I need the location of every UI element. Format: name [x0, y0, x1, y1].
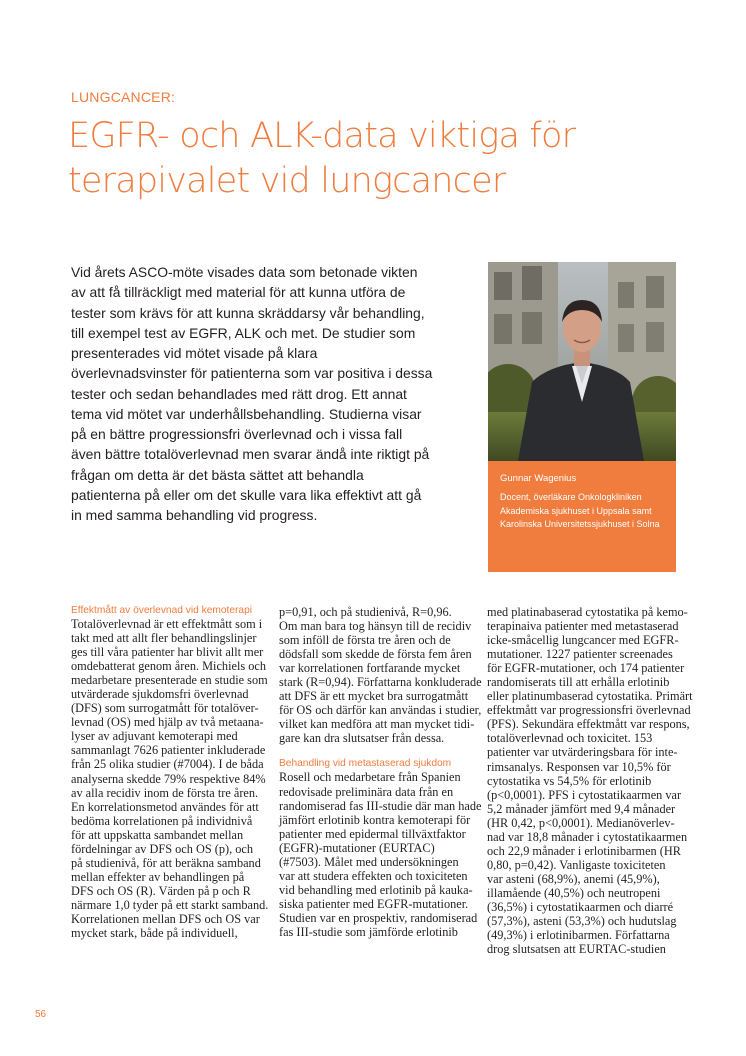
article-title: EGFR- och ALK-data viktiga för terapivalet vid lungcancer: [68, 116, 576, 201]
portrait-caption: [488, 461, 676, 572]
text-line: dödsfall som skedde de första fem åren: [279, 647, 472, 662]
text-line: (36,5%) i cytostatikaarmen och diarré: [487, 899, 674, 914]
text-line: eller platinumbaserad cytostatika. Primärt: [487, 689, 693, 704]
text-line: utvärderade sjukdomsfri överlevnad: [71, 687, 249, 702]
text-line: terapinaiva patienter med metastaserad: [487, 619, 679, 634]
text-line: (p<0,0001). PFS i cytostatikaarmen var: [487, 787, 682, 802]
text-line: Totalöverlevnad är ett effektmått som i: [71, 617, 263, 631]
text-line: var att studera effekten och toxiciteten: [279, 868, 468, 883]
text-line: mutationer. 1227 patienter screenades: [487, 647, 673, 662]
text-line: mycket stark, både på individuell,: [71, 926, 238, 941]
article-column-1: [71, 605, 269, 941]
text-line: randomiserad fas III-studie där man hade: [279, 798, 482, 813]
section-body: [279, 770, 482, 939]
text-line: var korrelationen fortfarande mycket: [279, 661, 461, 676]
text-line: analyserna skedde 79% respektive 84%: [71, 771, 266, 786]
text-line: randomiserats till att erhålla erlotinib: [487, 675, 670, 690]
text-line: och 22,9 månader i erlotinibarmen (HR: [487, 843, 681, 858]
article-column-3: [487, 605, 693, 957]
text-line: var asteni (68,9%), anemi (45,9%),: [487, 871, 660, 886]
text-line: att DFS är ett mycket bra surrogatmått: [279, 689, 469, 704]
section-heading: Effektmått av överlevnad vid kemoterapi: [71, 605, 253, 616]
text-line: (49,3%) i erlotinibarmen. Författarna: [487, 928, 670, 943]
text-line: (HR 0,42, p<0,0001). Medianöverlev-: [487, 815, 675, 830]
text-line: 5,2 månader jämfört med 9,4 månader: [487, 801, 676, 816]
text-line: jämfört erlotinib kontra kemoterapi för: [279, 812, 471, 827]
text-line: på studienivå, för att beräkna samband: [71, 855, 261, 870]
text-line: p=0,91, och på studienivå, R=0,96.: [279, 605, 452, 619]
text-line: Rosell och medarbetare från Spanien: [279, 770, 461, 785]
text-line: sammanlagt 7626 patienter inkluderade: [71, 743, 266, 758]
page-number: 56: [35, 1009, 47, 1020]
text-line: redovisade preliminära data från en: [279, 784, 454, 799]
text-line: ges till våra patienter har blivit allt mer: [71, 645, 264, 660]
text-line: fas III-studie som jämförde erlotinib: [279, 924, 458, 939]
text-line: (57,3%), asteni (53,3%) och hudutslag: [487, 914, 677, 929]
text-line: effektmått var progressionsfri överlevnad: [487, 703, 691, 718]
text-line: icke-småcellig lungcancer med EGFR-: [487, 633, 679, 648]
text-line: som inföll de första tre åren och de: [279, 633, 451, 648]
text-line: Korrelationen mellan DFS och OS var: [71, 911, 260, 926]
text-line: patienter med epidermal tillväxtfaktor: [279, 826, 466, 841]
section-kicker: LUNGCANCER:: [71, 89, 176, 105]
text-line: fördelningar av DFS och OS (p), och: [71, 841, 254, 856]
text-line: från 25 olika studier (#7004). I de båda: [71, 757, 264, 772]
text-line: nad var 18,8 månader i cytostatikaarmen: [487, 829, 688, 844]
section-body: [279, 605, 482, 746]
text-line: drog slutsatsen att EURTAC-studien: [487, 942, 666, 957]
text-line: medarbetare presenterade en studie som: [71, 673, 268, 688]
section-heading: Behandling vid metastaserad sjukdom: [279, 758, 452, 770]
text-line: totalöverlevnad och toxicitet. 153: [487, 731, 653, 746]
text-line: levnad (OS) med hjälp av två metaana-: [71, 715, 264, 730]
text-line: bedöma korrelationen på individnivå: [71, 813, 253, 828]
text-line: stark (R=0,94). Författarna konkluderade: [279, 675, 482, 690]
text-line: vilket kan medföra att man mycket tidi-: [279, 717, 475, 732]
text-line: (#7503). Målet med undersökningen: [279, 854, 459, 869]
text-line: patienter var utvärderingsbara för inte-: [487, 745, 678, 760]
text-line: för EGFR-mutationer, och 174 patienter: [487, 661, 685, 676]
text-line: gare kan dra slutsatser från dessa.: [279, 731, 445, 746]
text-line: illamående (40,5%) och neutropeni: [487, 885, 661, 900]
text-line: närmare 1,0 tyder på ett starkt samband.: [71, 897, 269, 912]
portrait-description: Docent, överläkare Onkologkliniken Akademiska sjukhuset i Uppsala samt Karolinska Universitetssjukhuset i Solna: [500, 492, 660, 530]
text-line: med platinabaserad cytostatika på kemo-: [487, 605, 688, 619]
portrait-name: Gunnar Wagenius: [500, 473, 577, 484]
text-line: DFS och OS (R). Värden på p och R: [71, 883, 251, 898]
text-line: vid behandling med erlotinib på kauka-: [279, 882, 473, 897]
text-line: för OS och därför kan användas i studier,: [279, 703, 482, 718]
text-line: cytostatika vs 54,5% för erlotinib: [487, 773, 652, 788]
portrait-photo: [488, 262, 676, 461]
text-line: omdebatterat genom åren. Michiels och: [71, 659, 266, 674]
text-line: av alla recidiv inom de första tre åren.: [71, 785, 259, 800]
text-line: 0,80, p=0,42). Vanligaste toxiciteten: [487, 857, 666, 872]
text-line: lyser av adjuvant kemoterapi med: [71, 729, 238, 744]
text-line: (EGFR)-mutationer (EURTAC): [279, 840, 435, 855]
text-line: rimsanalys. Responsen var 10,5% för: [487, 759, 671, 774]
text-line: siska patienter med EGFR-mutationer.: [279, 896, 469, 911]
section-body: [71, 617, 269, 941]
text-line: Om man bara tog hänsyn till de recidiv: [279, 619, 472, 634]
text-line: (DFS) som surrogatmått för totalöver-: [71, 701, 259, 716]
text-line: (PFS). Sekundära effektmått var respons,: [487, 717, 690, 732]
text-line: En korrelationsmetod användes för att: [71, 799, 259, 814]
text-line: takt med att allt fler behandlingslinjer: [71, 631, 257, 646]
text-line: mellan effekter av behandlingen på: [71, 869, 245, 884]
text-line: för att uppskatta sambandet mellan: [71, 827, 244, 842]
article-column-2: [279, 605, 482, 939]
text-line: Studien var en prospektiv, randomiserad: [279, 910, 478, 925]
section-body: [487, 605, 693, 957]
article-ingress: Vid årets ASCO-möte visades data som betonade vikten av att få tillräckligt med material för att kunna utföra de tester som krävs för att kunna skräddarsy vår behandling, till exempel test av EGFR, ALK och met. De studier som presenterades vid mötet visade på klara överlevnadsvinster för patienterna som var positiva i dessa tester och sedan behandlades med rätt drog. Ett annat tema vid mötet var underhållsbehandling. Studierna visar på en bättre progressionsfri överlevnad och i vissa fall även bättre totalöverlevnad men svarar ändå inte riktigt på frågan om detta är det bästa sättet att behandla patienterna på eller om det skulle vara lika effektivt att gå in med samma behandling vid progress.: [71, 264, 433, 523]
